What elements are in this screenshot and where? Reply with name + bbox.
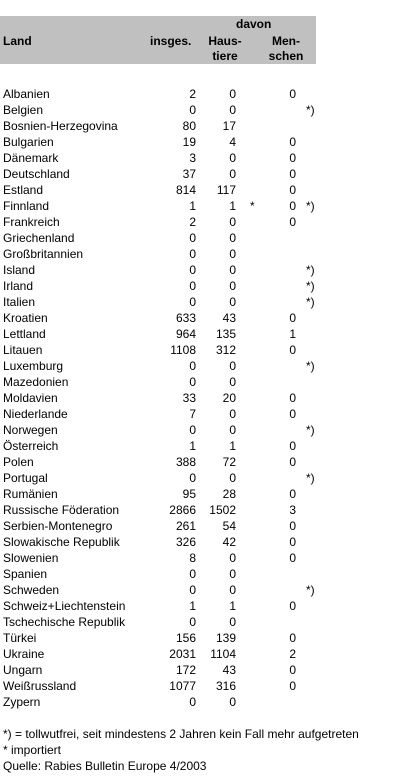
cell-total: 8 — [189, 551, 196, 565]
cell-menschen: 0 — [289, 215, 296, 229]
cell-menschen: 0 — [289, 311, 296, 325]
table-row — [0, 422, 400, 438]
cell-total: 964 — [175, 327, 196, 341]
table-row — [0, 294, 400, 310]
cell-haustiere: 0 — [229, 231, 236, 245]
cell-rabies-free-marker: *) — [306, 359, 315, 373]
cell-haustiere: 0 — [229, 151, 236, 165]
header-haustiere — [207, 34, 243, 64]
table-row — [0, 502, 400, 518]
cell-menschen: 0 — [289, 167, 296, 181]
cell-haustiere: 0 — [229, 263, 236, 277]
cell-haustiere: 1 — [229, 439, 236, 453]
cell-country: Estland — [3, 183, 44, 197]
cell-country: Luxemburg — [3, 359, 64, 373]
table-row — [0, 198, 400, 214]
cell-total: 2 — [189, 215, 196, 229]
cell-menschen: 0 — [289, 343, 296, 357]
cell-haustiere: 42 — [222, 535, 236, 549]
cell-haustiere: 43 — [222, 663, 236, 677]
cell-country: Tschechische Republik — [3, 615, 126, 629]
cell-total: 3 — [189, 151, 196, 165]
table-row — [0, 550, 400, 566]
cell-menschen: 0 — [289, 679, 296, 693]
cell-total: 2866 — [169, 503, 196, 517]
cell-menschen: 0 — [289, 87, 296, 101]
cell-rabies-free-marker: *) — [306, 263, 315, 277]
table-row — [0, 438, 400, 454]
table-row — [0, 518, 400, 534]
source-note: Quelle: Rabies Bulletin Europe 4/2003 — [3, 759, 207, 773]
cell-rabies-free-marker: *) — [306, 279, 315, 293]
cell-haustiere: 139 — [215, 631, 236, 645]
cell-country: Niederlande — [3, 407, 68, 421]
cell-country: Ungarn — [3, 663, 43, 677]
cell-menschen: 0 — [289, 631, 296, 645]
cell-country: Schweiz+Liechtenstein — [3, 599, 126, 613]
cell-haustiere: 1 — [229, 199, 236, 213]
cell-menschen: 0 — [289, 135, 296, 149]
table-row — [0, 390, 400, 406]
cell-country: Serbien-Montenegro — [3, 519, 113, 533]
cell-menschen: 0 — [289, 439, 296, 453]
table-row — [0, 534, 400, 550]
cell-rabies-free-marker: *) — [306, 583, 315, 597]
cell-menschen: 2 — [289, 647, 296, 661]
cell-total: 0 — [189, 615, 196, 629]
table-row — [0, 86, 400, 102]
table-row — [0, 566, 400, 582]
cell-rabies-free-marker: *) — [306, 103, 315, 117]
cell-menschen: 0 — [289, 455, 296, 469]
cell-total: 814 — [175, 183, 196, 197]
cell-haustiere: 0 — [229, 247, 236, 261]
cell-menschen: 0 — [289, 487, 296, 501]
cell-total: 2031 — [169, 647, 196, 661]
cell-country: Griechenland — [3, 231, 75, 245]
cell-country: Bosnien-Herzegovina — [3, 119, 118, 133]
cell-menschen: 0 — [289, 551, 296, 565]
cell-country: Spanien — [3, 567, 48, 581]
table-row — [0, 582, 400, 598]
cell-haustiere: 43 — [222, 311, 236, 325]
cell-haustiere: 0 — [229, 471, 236, 485]
header-insgesamt: insges. — [150, 34, 192, 48]
cell-total: 261 — [175, 519, 196, 533]
cell-country: Türkei — [3, 631, 37, 645]
cell-menschen: 0 — [289, 199, 296, 213]
cell-country: Finnland — [3, 199, 50, 213]
table-row — [0, 630, 400, 646]
cell-country: Polen — [3, 455, 34, 469]
table-row — [0, 262, 400, 278]
footnote-importiert: * importiert — [3, 743, 62, 757]
cell-country: Zypern — [3, 695, 41, 709]
cell-menschen: 0 — [289, 663, 296, 677]
cell-country: Russische Föderation — [3, 503, 120, 517]
table-row — [0, 214, 400, 230]
cell-total: 0 — [189, 583, 196, 597]
table-row — [0, 278, 400, 294]
cell-haustiere: 54 — [222, 519, 236, 533]
cell-country: Slowenien — [3, 551, 59, 565]
cell-rabies-free-marker: *) — [306, 199, 315, 213]
cell-country: Frankreich — [3, 215, 60, 229]
table-row — [0, 310, 400, 326]
cell-haustiere: 0 — [229, 87, 236, 101]
table-row — [0, 134, 400, 150]
header-haustiere-line1: Haus- — [208, 34, 242, 48]
cell-country: Moldavien — [3, 391, 58, 405]
table-row — [0, 614, 400, 630]
cell-country: Dänemark — [3, 151, 59, 165]
cell-total: 1 — [189, 599, 196, 613]
cell-haustiere: 0 — [229, 295, 236, 309]
cell-haustiere: 0 — [229, 583, 236, 597]
cell-country: Norwegen — [3, 423, 58, 437]
cell-country: Weißrussland — [3, 679, 77, 693]
cell-total: 2 — [189, 87, 196, 101]
header-menschen — [265, 34, 307, 64]
cell-total: 19 — [182, 135, 196, 149]
cell-total: 0 — [189, 375, 196, 389]
cell-total: 1 — [189, 439, 196, 453]
table-row — [0, 374, 400, 390]
cell-country: Island — [3, 263, 36, 277]
cell-country: Kroatien — [3, 311, 48, 325]
table-row — [0, 166, 400, 182]
cell-total: 0 — [189, 471, 196, 485]
cell-haustiere: 0 — [229, 615, 236, 629]
cell-haustiere: 312 — [215, 343, 236, 357]
table-row — [0, 646, 400, 662]
cell-haustiere: 1 — [229, 599, 236, 613]
cell-menschen: 0 — [289, 391, 296, 405]
cell-country: Slowakische Republik — [3, 535, 120, 549]
cell-total: 0 — [189, 103, 196, 117]
table-row — [0, 182, 400, 198]
rabies-table-body — [0, 86, 400, 710]
cell-total: 388 — [175, 455, 196, 469]
cell-menschen: 0 — [289, 407, 296, 421]
cell-country: Lettland — [3, 327, 46, 341]
cell-menschen: 0 — [289, 599, 296, 613]
table-row — [0, 662, 400, 678]
cell-haustiere: 0 — [229, 423, 236, 437]
cell-total: 0 — [189, 695, 196, 709]
cell-haustiere: 1502 — [209, 503, 236, 517]
cell-total: 1077 — [169, 679, 196, 693]
cell-haustiere: 20 — [222, 391, 236, 405]
table-row — [0, 486, 400, 502]
cell-total: 0 — [189, 231, 196, 245]
cell-menschen: 0 — [289, 535, 296, 549]
header-land: Land — [3, 34, 32, 48]
cell-total: 33 — [182, 391, 196, 405]
table-row — [0, 230, 400, 246]
table-row — [0, 150, 400, 166]
cell-haustiere: 72 — [222, 455, 236, 469]
header-menschen-line2: schen — [268, 49, 304, 63]
cell-country: Deutschland — [3, 167, 70, 181]
table-row — [0, 246, 400, 262]
table-row — [0, 598, 400, 614]
cell-total: 7 — [189, 407, 196, 421]
table-row — [0, 406, 400, 422]
table-row — [0, 102, 400, 118]
cell-total: 0 — [189, 247, 196, 261]
cell-total: 0 — [189, 263, 196, 277]
table-row — [0, 358, 400, 374]
cell-haustiere: 0 — [229, 103, 236, 117]
cell-haustiere: 28 — [222, 487, 236, 501]
cell-country: Italien — [3, 295, 36, 309]
cell-total: 0 — [189, 423, 196, 437]
cell-haustiere: 1104 — [210, 647, 236, 661]
cell-country: Großbritannien — [3, 247, 84, 261]
footnote-tollwutfrei: *) = tollwutfrei, seit mindestens 2 Jahren kein Fall mehr aufgetreten — [3, 727, 359, 741]
cell-rabies-free-marker: *) — [306, 423, 315, 437]
cell-country: Portugal — [3, 471, 48, 485]
cell-country: Ukraine — [3, 647, 45, 661]
cell-country: Bulgarien — [3, 135, 54, 149]
cell-total: 0 — [189, 359, 196, 373]
table-row — [0, 326, 400, 342]
table-row — [0, 342, 400, 358]
cell-haustiere: 0 — [229, 279, 236, 293]
cell-import-marker: * — [250, 199, 255, 213]
table-row — [0, 470, 400, 486]
cell-total: 0 — [189, 295, 196, 309]
cell-haustiere: 117 — [216, 183, 236, 197]
cell-rabies-free-marker: *) — [306, 295, 315, 309]
cell-haustiere: 135 — [215, 327, 236, 341]
cell-menschen: 0 — [289, 183, 296, 197]
cell-total: 0 — [189, 279, 196, 293]
cell-country: Irland — [3, 279, 34, 293]
cell-menschen: 1 — [289, 327, 296, 341]
table-row — [0, 694, 400, 710]
cell-total: 1 — [189, 199, 196, 213]
cell-country: Belgien — [3, 103, 44, 117]
header-davon: davon — [236, 17, 272, 31]
cell-total: 633 — [175, 311, 196, 325]
cell-haustiere: 0 — [229, 167, 236, 181]
cell-country: Litauen — [3, 343, 43, 357]
cell-total: 37 — [182, 167, 196, 181]
cell-haustiere: 0 — [229, 551, 236, 565]
cell-total: 95 — [182, 487, 196, 501]
cell-haustiere: 0 — [229, 407, 236, 421]
cell-country: Rumänien — [3, 487, 58, 501]
cell-total: 326 — [175, 535, 196, 549]
cell-rabies-free-marker: *) — [306, 471, 315, 485]
cell-menschen: 0 — [289, 519, 296, 533]
cell-menschen: 3 — [289, 503, 296, 517]
cell-haustiere: 316 — [215, 679, 236, 693]
cell-haustiere: 0 — [229, 215, 236, 229]
cell-country: Mazedonien — [3, 375, 69, 389]
cell-country: Schweden — [3, 583, 60, 597]
cell-haustiere: 17 — [222, 119, 236, 133]
cell-menschen: 0 — [289, 151, 296, 165]
cell-haustiere: 0 — [229, 567, 236, 581]
cell-total: 156 — [175, 631, 196, 645]
table-row — [0, 678, 400, 694]
cell-haustiere: 0 — [229, 359, 236, 373]
cell-haustiere: 0 — [229, 695, 236, 709]
cell-total: 80 — [182, 119, 196, 133]
table-row — [0, 118, 400, 134]
cell-haustiere: 4 — [229, 135, 236, 149]
cell-haustiere: 0 — [229, 375, 236, 389]
table-row — [0, 454, 400, 470]
header-haustiere-line2: tiere — [212, 49, 238, 63]
cell-total: 1108 — [170, 343, 196, 357]
cell-total: 172 — [175, 663, 196, 677]
cell-country: Albanien — [3, 87, 50, 101]
cell-country: Österreich — [3, 439, 59, 453]
header-menschen-line1: Men- — [272, 34, 300, 48]
cell-total: 0 — [189, 567, 196, 581]
